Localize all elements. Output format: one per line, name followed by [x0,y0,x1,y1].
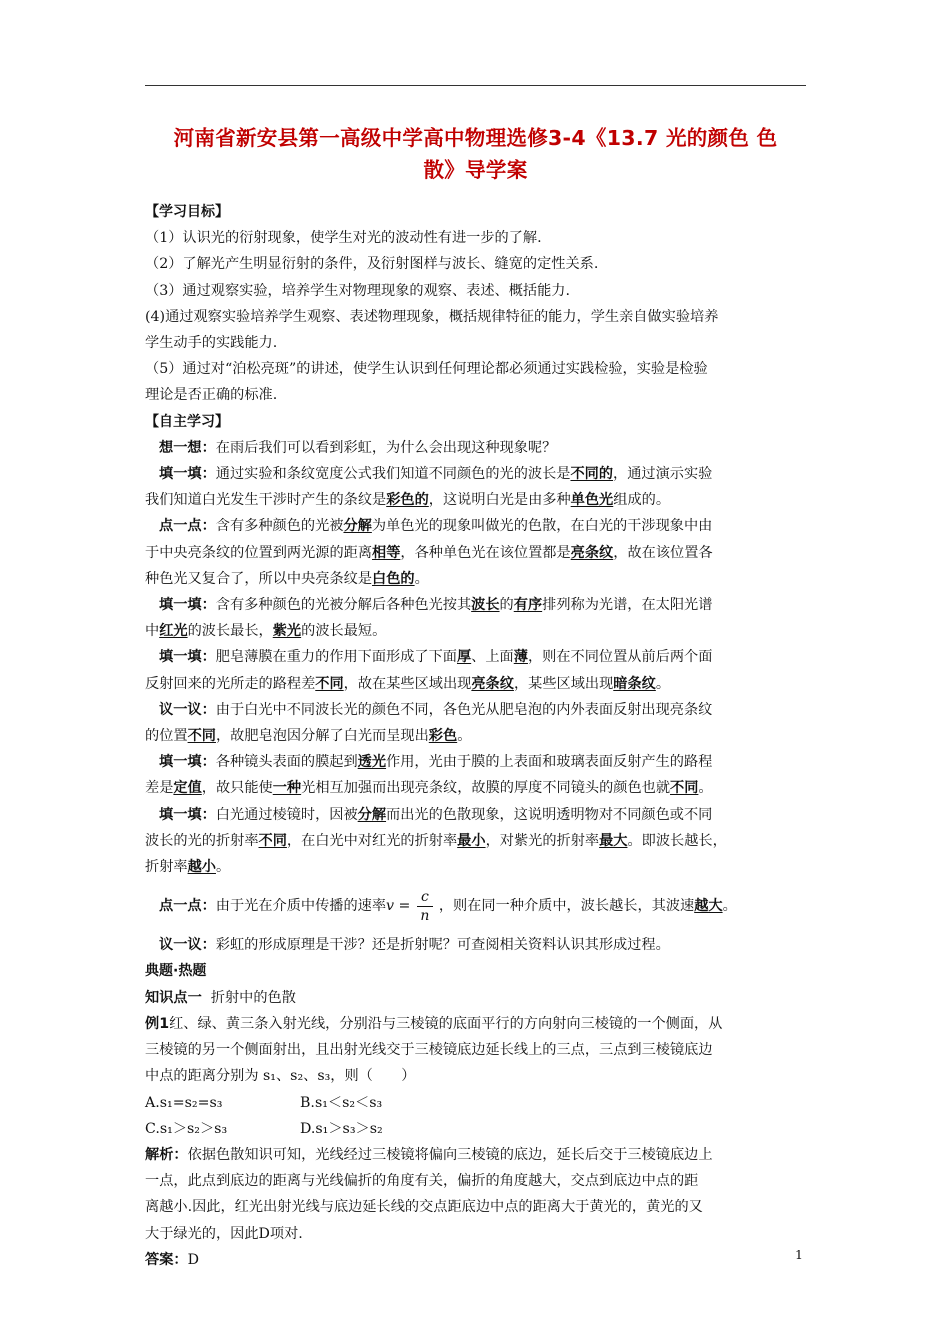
equals-sign: = [394,898,415,915]
answer-blank: 分解 [357,806,387,823]
answer-blank: 紫光 [272,623,302,640]
objective-item: (4)通过观察实验培养学生观察、表述物理现象，概括规律特征的能力，学生亲自做实验培养 [145,308,719,325]
text-run: ，则在同一种介质中，波长越长，其波速 [438,898,695,915]
text-run: 。 [215,859,231,876]
options-row-1 [145,1090,809,1116]
objective-item: 理论是否正确的标准. [145,387,278,404]
point2-label: 点一点： [159,898,216,915]
text-run: 反射回来的光所走的路程差 [145,675,316,692]
text-run: ，某些区域出现 [513,675,614,692]
text-run: 各种镜头表面的膜起到 [215,754,358,771]
answer-blank: 薄 [513,649,528,666]
option-text: s₁＞s₃＞s₂ [315,1120,383,1137]
text-run: ，这说明白光是由多种 [428,492,571,509]
answer-label: 答案： [145,1251,188,1268]
text-run: 彩虹的形成原理是干涉？还是折射呢？可查阅相关资料认识其形成过程。 [215,937,670,954]
answer-blank: 相等 [372,544,401,561]
options-row-2 [145,1116,809,1142]
objective-item: 学生动手的实践能力. [145,335,278,352]
text-run: 通过实验和条纹宽度公式我们知道不同颜色的光的波长是 [215,466,571,483]
example-line-2: 三棱镜的另一个侧面射出，且出射光线交于三棱镜底边延长线上的三点，三点到三棱镜底边 [145,1042,713,1059]
text-run: 。 [655,675,671,692]
text-run: 的位置 [145,728,188,745]
discuss1-label: 议一议： [159,701,216,718]
objectives-heading: 【学习目标】 [145,204,229,220]
point1-line-3 [145,566,809,592]
discuss2-label: 议一议： [159,937,216,954]
text-run: 依据色散知识可知，光线经过三棱镜将偏向三棱镜的底边，延长后交于三棱镜底边上 [187,1146,713,1163]
velocity-fraction [417,888,433,925]
text-run: 。 [414,570,429,587]
fill4-line-1 [145,749,809,775]
answer-blank: 红光 [159,623,188,640]
text-run: 于中央亮条纹的位置到两光源的距离 [145,544,373,561]
fill5-label: 填一填： [159,806,216,823]
text-run: 含有多种颜色的光被 [215,518,344,535]
text-run: 而出光的色散现象，这说明透明物对不同颜色或不同 [386,806,713,823]
header-rule [145,85,806,86]
option-text: s₁=s₂=s₃ [159,1094,223,1111]
text-run: ，故只能使 [201,780,273,797]
think-text: 在雨后我们可以看到彩虹，为什么会出现这种现象呢？ [215,439,557,456]
answer-line [145,1247,809,1273]
typical-heading: 典题·热题 [145,963,207,980]
text-run: ，故在某些区域出现 [343,675,472,692]
fill4-line-2 [145,775,809,801]
page-number: 1 [795,1247,803,1262]
discuss1-line-1 [145,697,809,723]
answer-blank: 不同的 [570,466,614,483]
text-run: ，故肥皂泡因分解了白光而呈现出 [215,728,429,745]
fill1-line-1 [145,461,809,487]
answer-blank: 波长 [471,597,500,614]
text-run: 肥皂薄膜在重力的作用下面形成了下面 [215,649,457,666]
objective-item: （3）通过观察实验，培养学生对物理现象的观察、表述、概括能力. [145,282,570,299]
fill4-label: 填一填： [159,754,216,771]
text-run: 的 [499,597,514,614]
text-run: ，各种单色光在该位置都是 [400,544,571,561]
think-paragraph [145,435,809,461]
document-body [145,199,809,1273]
answer-blank: 彩色 [428,728,458,745]
knowledge-point-label: 知识点一 [145,989,202,1006]
text-run: 。 [698,780,713,797]
example-line-1 [145,1011,809,1037]
option-label: C. [145,1120,160,1137]
option-text: s₁＜s₂＜s₃ [314,1094,383,1111]
fill3-label: 填一填： [159,649,216,666]
answer-blank: 暗条纹 [613,675,656,692]
text-run: ，通过演示实验 [613,466,713,483]
text-run: 的波长最长， [187,623,273,640]
text-run: 由于光在介质中传播的速率 [215,898,387,915]
answer-blank: 白色的 [372,570,415,587]
text-run: ，则在不同位置从前后两个面 [527,649,713,666]
text-run: 含有多种颜色的光被分解后各种色光按其 [215,597,472,614]
answer-blank: 不同 [315,675,344,692]
option-d [300,1116,455,1142]
point1-label: 点一点： [159,518,216,535]
text-run: 由于白光中不同波长光的颜色不同，各色光从肥皂泡的内外表面反射出现亮条纹 [215,701,713,718]
answer-blank: 不同 [258,832,287,849]
velocity-variable: v [386,898,395,915]
answer-blank: 有序 [513,597,543,614]
fill1-line-2 [145,487,809,513]
fill5-line-3 [145,854,809,880]
text-run: 光相互加强而出现亮条纹，故膜的厚度不同镜头的颜色也就 [301,780,671,797]
fill2-line-2 [145,618,809,644]
text-run: 波长的光的折射率 [145,832,259,849]
answer-blank: 越小 [187,859,216,876]
text-run: 。 [457,728,472,745]
text-run: 我们知道白光发生干涉时产生的条纹是 [145,492,387,509]
text-run: 差是 [145,780,174,797]
text-run: 、上面 [471,649,514,666]
fill5-line-1 [145,802,809,828]
text-run: 白光通过棱镜时，因被 [215,806,358,823]
option-text: s₁＞s₂＞s₃ [159,1120,228,1137]
text-run: 折射率 [145,859,188,876]
answer-blank: 定值 [173,780,202,797]
answer-blank: 亮条纹 [570,544,614,561]
text-run: 种色光又复合了，所以中央亮条纹是 [145,570,373,587]
option-label: B. [300,1094,315,1111]
text-run: 作用，光由于膜的上表面和玻璃表面反射产生的路程 [386,754,713,771]
text-run: ，在白光中对红光的折射率 [286,832,458,849]
text-run: 。即波长越长， [627,832,727,849]
fill2-line-1 [145,592,809,618]
analysis-line-1 [145,1142,809,1168]
answer-blank: 不同 [670,780,699,797]
answer-value: D [187,1251,199,1268]
title-line-1: 河南省新安县第一高级中学高中物理选修3-4《13.7 光的颜色 色 [173,126,778,150]
text-run: 中 [145,623,160,640]
analysis-line-4: 大于绿光的，因此D项对. [145,1225,303,1242]
point2-line [145,880,809,932]
answer-blank: 最大 [599,832,628,849]
text-run: 红、绿、黄三条入射光线，分别沿与三棱镜的底面平行的方向射向三棱镜的一个侧面，从 [169,1015,723,1032]
fill2-label: 填一填： [159,597,216,614]
option-c [145,1116,300,1142]
answer-blank: 透光 [357,754,387,771]
option-label: D. [300,1120,316,1137]
text-run: ，对紫光的折射率 [485,832,600,849]
page-title [145,122,806,186]
fill3-line-1 [145,644,809,670]
analysis-label: 解析： [145,1146,188,1163]
text-run: 排列称为光谱，在太阳光谱 [542,597,713,614]
text-run: 。 [722,898,737,915]
think-label: 想一想： [159,439,216,456]
fraction-denominator: n [420,907,430,924]
answer-blank: 分解 [343,518,372,535]
answer-blank: 越大 [694,898,723,915]
option-label: A. [145,1094,160,1111]
answer-blank: 一种 [272,780,302,797]
fraction-numerator: c [417,888,433,907]
fill5-line-2 [145,828,809,854]
option-a [145,1090,300,1116]
text-run: ，故在该位置各 [613,544,713,561]
objective-item: （5）通过对“泊松亮斑”的讲述，使学生认识到任何理论都必须通过实践检验，实验是检验 [145,361,708,378]
answer-blank: 不同 [187,728,216,745]
discuss1-line-2 [145,723,809,749]
answer-blank: 亮条纹 [471,675,514,692]
text-run: 组成的。 [613,492,671,509]
knowledge-point [145,985,809,1011]
analysis-line-2: 一点，此点到底边的距离与光线偏折的角度有关，偏折的角度越大，交点到底边中点的距 [145,1173,699,1190]
objective-item: （1）认识光的衍射现象，使学生对光的波动性有进一步的了解. [145,230,542,247]
fill3-line-2 [145,671,809,697]
example-line-3: 中点的距离分别为 s₁、s₂、s₃，则（ ） [145,1068,416,1085]
objective-item: （2）了解光产生明显衍射的条件，及衍射图样与波长、缝宽的定性关系. [145,256,599,273]
fill1-label: 填一填： [159,466,216,483]
answer-blank: 最小 [457,832,486,849]
example-label: 例1 [145,1015,170,1032]
text-run: 为单色光的现象叫做光的色散，在白光的干涉现象中由 [371,518,713,535]
self-study-heading: 【自主学习】 [145,413,229,430]
knowledge-point-title: 折射中的色散 [210,989,296,1006]
title-line-2: 散》导学案 [423,158,528,182]
discuss2-paragraph [145,932,809,958]
answer-blank: 单色光 [570,492,614,509]
analysis-line-3: 离越小.因此，红光出射光线与底边延长线的交点距底边中点的距离大于黄光的，黄光的又 [145,1199,703,1216]
answer-blank: 厚 [456,649,472,666]
text-run: 的波长最短。 [301,623,387,640]
option-b [300,1090,455,1116]
point1-line-1 [145,513,809,539]
answer-blank: 彩色的 [386,492,429,509]
point1-line-2 [145,540,809,566]
